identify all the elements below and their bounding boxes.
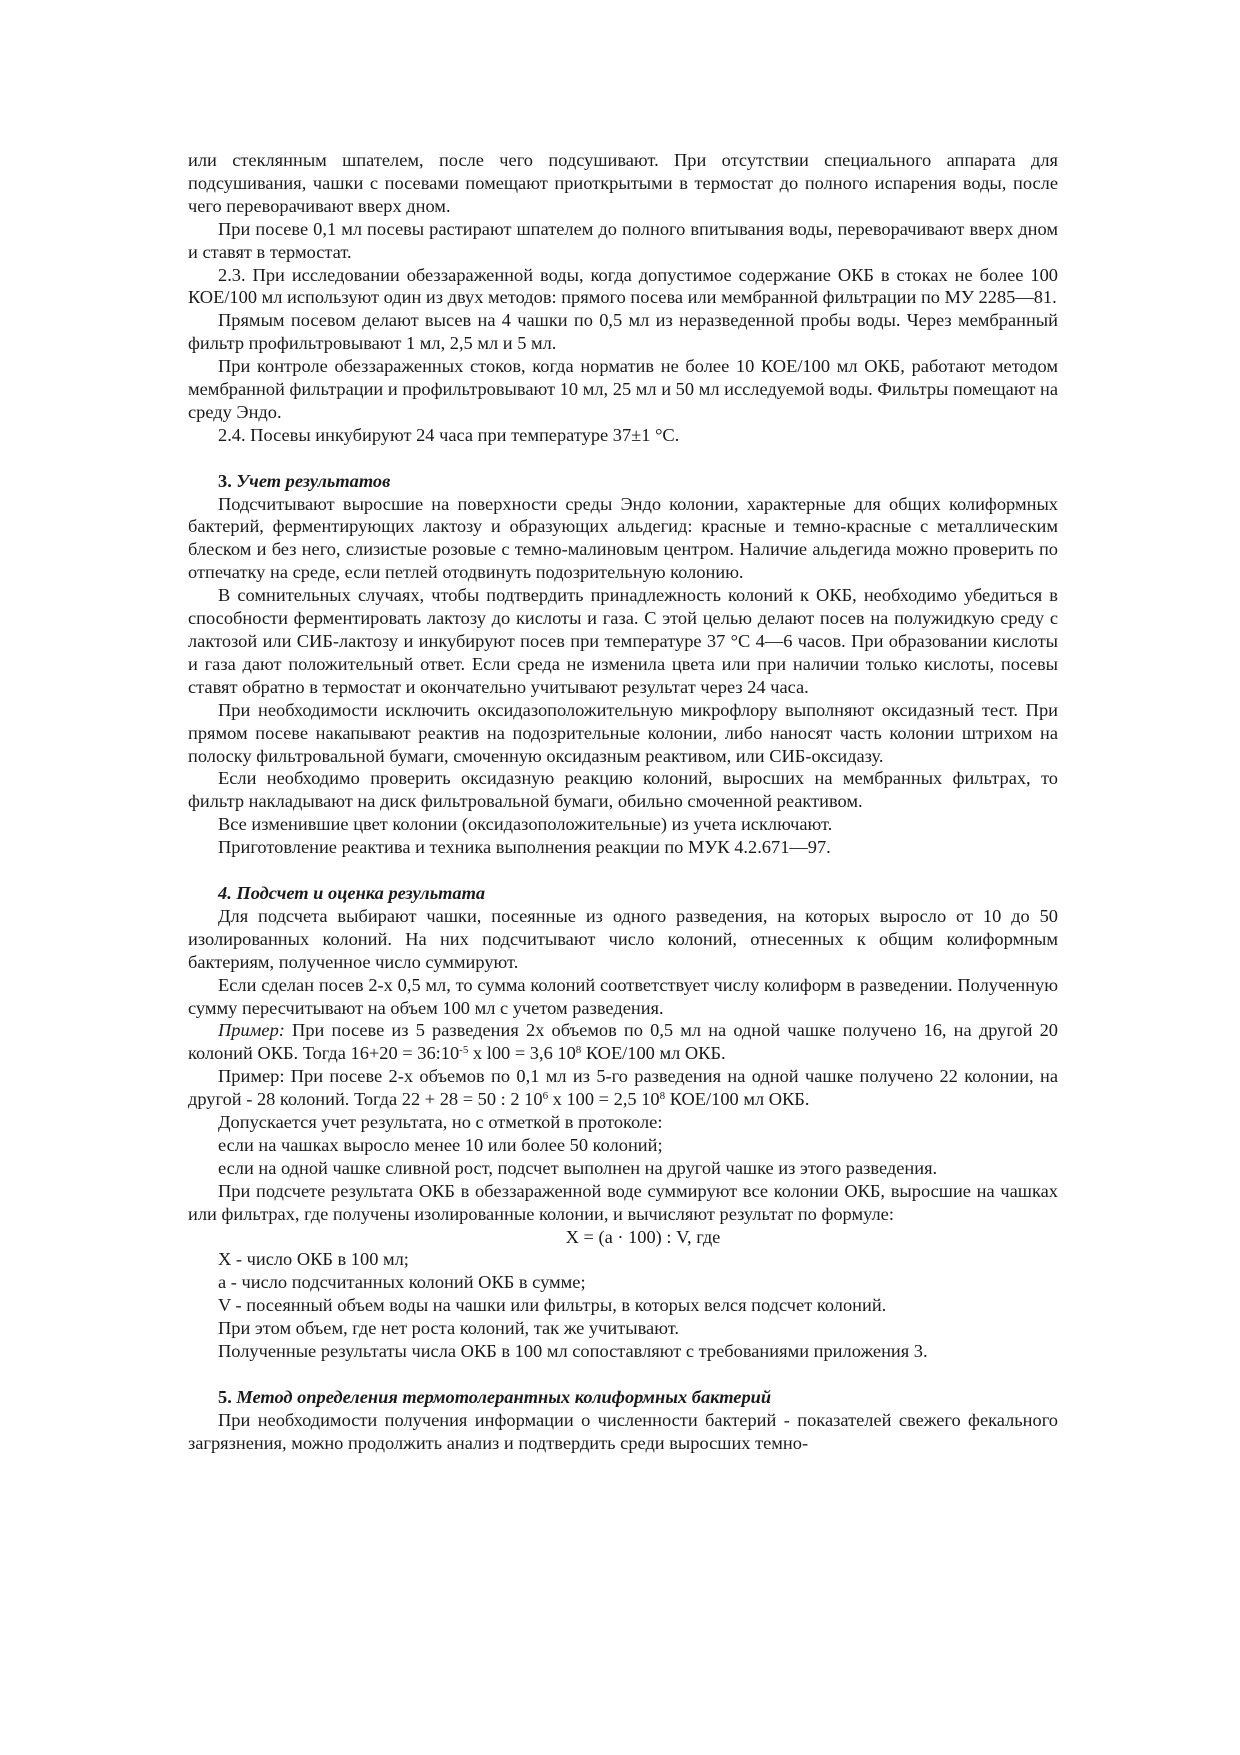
paragraph-case-2: если на одной чашке сливной рост, подсчет выполнен на другой чашке из этого разведения.	[218, 1157, 938, 1178]
example-1-text-a: При посеве из 5 разведения 2х объемов по 0,5 мл на одной чашке получено 16, на другой 20 колоний ОКБ. Тогда 16+20 = 36:10	[188, 1020, 1058, 1064]
paragraph-counting: Подсчитывают выросшие на поверхности среды Эндо колонии, характерные для общих колиформных бактерий, ферментирующих лактозу и образующих альдегид: красные и темно-красные с металлическим блеском и без него, слизистые розовые с темно-малиновым центром. Наличие альдегида можно проверить по отпечатку на среде, если петлей отодвинуть подозрительную колонию.	[188, 493, 1058, 583]
example-2-text-a: Пример: При посеве 2-х объемов по 0,1 мл из 5-го разведения на одной чашке получено 22 колонии, на другой - 28 колоний. Тогда 22 + 28 = 50 : 2 10	[188, 1066, 1058, 1110]
paragraph-example-2	[188, 1065, 1058, 1111]
paragraph-allowed: Допускается учет результата, но с отметкой в протоколе:	[218, 1112, 663, 1133]
paragraph-2-3: 2.3. При исследовании обеззараженной воды, когда допустимое содержание ОКБ в стоках не более 100 КОЕ/100 мл используют один из двух методов: прямого посева или мембранной фильтрации по МУ 2285—81.	[188, 264, 1058, 308]
paragraph-thermotolerant: При необходимости получения информации о численности бактерий - показателей свежего фекального загрязнения, можно продолжить анализ и подтвердить среди выросших темно-	[188, 1409, 1058, 1453]
section-5-number: 5.	[218, 1386, 237, 1407]
paragraph-control: При контроле обеззараженных стоков, когда норматив не более 10 КОЕ/100 мл ОКБ, работают методом мембранной фильтрации и профильтровывают 10 мл, 25 мл и 50 мл исследуемой воды. Фильтры помещают на среду Эндо.	[188, 356, 1058, 422]
section-5-title: Метод определения термотолерантных колиформных бактерий	[236, 1386, 772, 1407]
paragraph-2-4: 2.4. Посевы инкубируют 24 часа при температуре 37±1 °С.	[218, 424, 680, 445]
example-2-sup-2: 8	[659, 1090, 666, 1103]
paragraph-excluded: Все изменившие цвет колонии (оксидазоположительные) из учета исключают.	[218, 814, 833, 835]
example-1-text-c: КОЕ/100 мл ОКБ.	[581, 1043, 726, 1064]
definition-x: Х - число ОКБ в 100 мл;	[218, 1249, 409, 1270]
example-2-sup-1: 6	[542, 1090, 549, 1103]
section-5-heading	[188, 1386, 1058, 1409]
paragraph-select-plates: Для подсчета выбирают чашки, посеянные из одного разведения, на которых выросло от 10 до 50 изолированных колоний. На них подсчитывают число колоний, отнесенных к общим колиформным бактериям, полученное число суммируют.	[188, 905, 1058, 972]
paragraph-example-1	[188, 1019, 1058, 1065]
paragraph-sowing-0-1: При посеве 0,1 мл посевы растирают шпателем до полного впитывания воды, переворачивают вверх дном и ставят в термостат.	[188, 218, 1058, 262]
definition-v: V - посеянный объем воды на чашки или фильтры, в которых велся подсчет колоний.	[218, 1295, 887, 1316]
paragraph-sum: Если сделан посев 2-х 0,5 мл, то сумма колоний соответствует числу колиформ в разведении. Полученную сумму пересчитывают на объем 100 мл с учетом разведения.	[188, 974, 1058, 1018]
paragraph-direct-sowing: Прямым посевом делают высев на 4 чашки по 0,5 мл из неразведенной пробы воды. Через мембранный фильтр профильтровывают 1 мл, 2,5 мл и 5 мл.	[188, 310, 1058, 354]
paragraph-oxidase-test: При необходимости исключить оксидазоположительную микрофлору выполняют оксидазный тест. При прямом посеве накапывают реактив на подозрительные колонии, либо наносят часть колонии штрихом на полоску фильтровальной бумаги, смоченную оксидазным реактивом, или СИБ-оксидазу.	[188, 699, 1058, 766]
example-2-text-c: КОЕ/100 мл ОКБ.	[665, 1089, 810, 1110]
paragraph-doubtful-cases: В сомнительных случаях, чтобы подтвердить принадлежность колоний к ОКБ, необходимо убедиться в способности ферментировать лактозу до кислоты и газа. С этой целью делают посев на полужидкую среду с лактозой или СИБ-лактозу и инкубируют посев при температуре 37 °С 4—6 часов. При образовании кислоты и газа дают положительный ответ. Если среда не изменила цвета или при наличии только кислоты, посевы ставят обратно в термостат и окончательно учитывают результат через 24 часа.	[188, 585, 1058, 697]
paragraph-membrane-filters: Если необходимо проверить оксидазную реакцию колоний, выросших на мембранных фильтрах, то фильтр накладывают на диск фильтровальной бумаги, обильно смоченной реактивом.	[188, 768, 1058, 812]
example-1-sup-1: -5	[459, 1044, 469, 1057]
section-4-heading: 4. Подсчет и оценка результата	[218, 882, 486, 903]
paragraph-compare: Полученные результаты числа ОКБ в 100 мл сопоставляют с требованиями приложения 3.	[218, 1341, 928, 1362]
section-3-heading	[188, 470, 1058, 493]
section-3-number: 3.	[218, 470, 237, 491]
document-page	[188, 149, 1058, 1455]
example-1-sup-2: 8	[575, 1044, 582, 1057]
paragraph-disinfected-count: При подсчете результата ОКБ в обеззараженной воде суммируют все колонии ОКБ, выросшие на чашках или фильтрах, где получены изолированные колонии, и вычисляют результат по формуле:	[188, 1180, 1058, 1224]
paragraph-no-growth: При этом объем, где нет роста колоний, так же учитывают.	[218, 1318, 679, 1339]
definition-a: а - число подсчитанных колоний ОКБ в сумме;	[218, 1272, 586, 1293]
example-label: Пример:	[218, 1020, 285, 1041]
paragraph-case-1: если на чашках выросло менее 10 или более 50 колоний;	[218, 1134, 663, 1155]
section-3-title: Учет результатов	[236, 470, 391, 491]
example-2-text-b: х 100 = 2,5 10	[548, 1089, 660, 1110]
formula: Х = (а · 100) : V, где	[565, 1226, 721, 1247]
example-1-text-b: х l00 = 3,6 10	[468, 1043, 576, 1064]
paragraph-reagent: Приготовление реактива и техника выполнения реакции по МУК 4.2.671—97.	[218, 837, 831, 858]
paragraph-continuation: или стеклянным шпателем, после чего подсушивают. При отсутствии специального аппарата для подсушивания, чашки с посевами помещают приоткрытыми в термостат до полного испарения воды, после чего переворачивают вверх дном.	[188, 150, 1058, 216]
